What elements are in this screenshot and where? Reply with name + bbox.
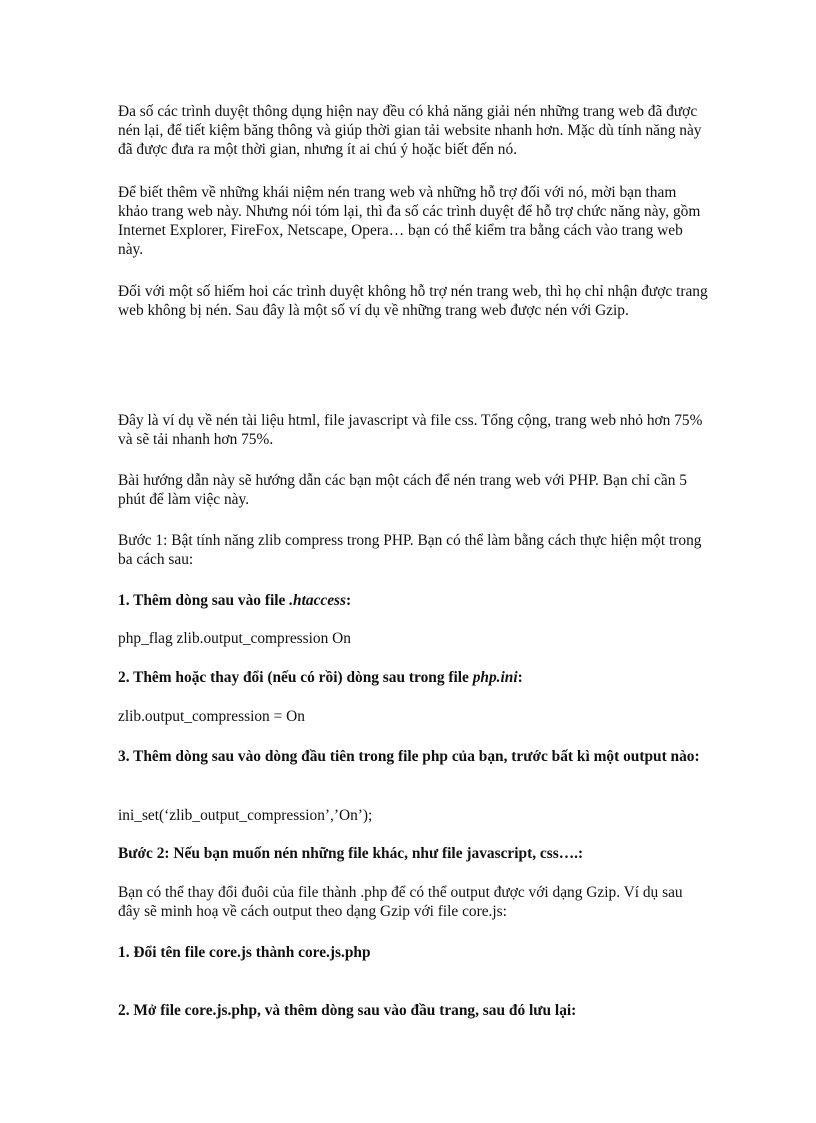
rename-file-heading: 1. Đổi tên file core.js thành core.js.php bbox=[118, 944, 371, 961]
intro-paragraph: Đa số các trình duyệt thông dụng hiện nay đều có khả năng giải nén những trang web đã được nén lại, để tiết kiệm băng thông và giúp thời gian tải website nhanh hơn. Mặc dù tính năng này đã được đưa ra một thời gian, nhưng ít ai chú ý hoặc biết đến nó. bbox=[118, 103, 702, 158]
php-ini-code-line: zlib.output_compression = On bbox=[118, 708, 305, 725]
example-paragraph: Đây là ví dụ về nén tài liệu html, file javascript và file css. Tổng cộng, trang web nhỏ hơn 75% và sẽ tải nhanh hơn 75%. bbox=[118, 412, 703, 448]
step-1-paragraph: Bước 1: Bật tính năng zlib compress trong PHP. Bạn có thể làm bằng cách thực hiện một trong ba cách sau: bbox=[118, 532, 702, 568]
php-file-heading: 3. Thêm dòng sau vào dòng đầu tiên trong file php của bạn, trước bất kì một output nào: bbox=[118, 748, 700, 765]
htaccess-code-line: php_flag zlib.output_compression On bbox=[118, 630, 351, 647]
php-file-code-line: ini_set(‘zlib_output_compression’,’On’); bbox=[118, 807, 373, 824]
tutorial-intro-paragraph: Bài hướng dẫn này sẽ hướng dẫn các bạn một cách để nén trang web với PHP. Bạn chỉ cần 5 phút để làm việc này. bbox=[118, 472, 687, 508]
open-file-heading: 2. Mở file core.js.php, và thêm dòng sau vào đầu trang, sau đó lưu lại: bbox=[118, 1002, 577, 1019]
step-2-heading: Bước 2: Nếu bạn muốn nén những file khác, như file javascript, css….: bbox=[118, 845, 584, 862]
htaccess-heading: 1. Thêm dòng sau vào file .htaccess: bbox=[118, 592, 352, 609]
rename-extension-paragraph: Bạn có thể thay đổi đuôi của file thành .php để có thể output được với dạng Gzip. Ví dụ sau đây sẽ minh hoạ về cách output theo dạng Gzip với file core.js: bbox=[118, 884, 683, 920]
php-ini-heading: 2. Thêm hoặc thay đổi (nếu có rồi) dòng sau trong file php.ini: bbox=[118, 669, 523, 686]
unsupported-browsers-paragraph: Đối với một số hiếm hoi các trình duyệt không hỗ trợ nén trang web, thì họ chỉ nhận được trang web không bị nén. Sau đây là một số ví dụ về những trang web được nén với Gzip. bbox=[118, 283, 708, 319]
compression-info-paragraph: Để biết thêm về những khái niệm nén trang web và những hỗ trợ đối với nó, mời bạn tham khảo trang web này. Nhưng nói tóm lại, thì đa số các trình duyệt để hỗ trợ chức năng này, gồm Internet Explorer, FireFox, Netscape, Opera… bạn có thể kiểm tra bằng cách vào trang web này. bbox=[118, 184, 701, 258]
